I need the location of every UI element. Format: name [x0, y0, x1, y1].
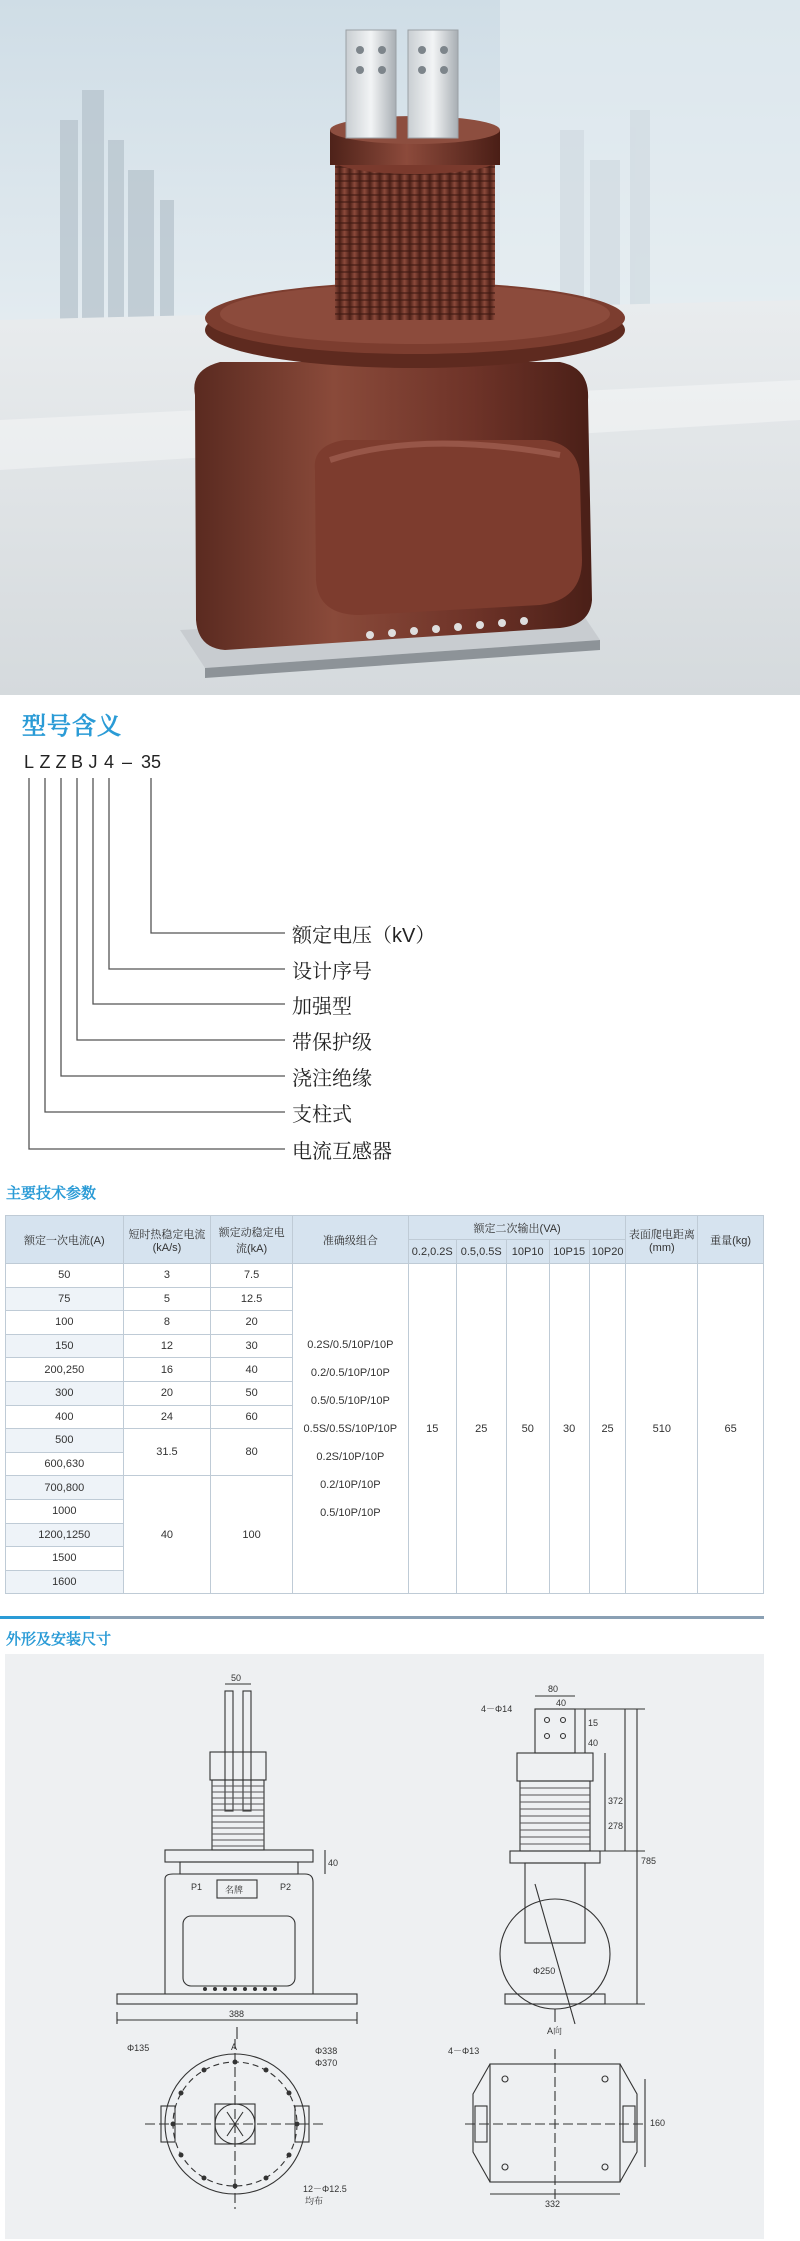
- dim-label-40: 40: [328, 1858, 339, 1868]
- cell-dynamic: 50: [211, 1381, 293, 1405]
- code-char-l: L: [23, 752, 34, 772]
- cell-current: 200,250: [6, 1358, 124, 1382]
- model-meaning-title: 型号含义: [22, 713, 122, 740]
- cell-dynamic: 100: [211, 1476, 293, 1594]
- dim-label-view-a-arrow: A向: [547, 2026, 563, 2036]
- cell-current: 1200,1250: [6, 1523, 124, 1547]
- dimension-title: 外形及安装尺寸: [6, 1631, 112, 1648]
- accuracy-item: 0.5/0.5/10P/10P: [310, 1394, 390, 1407]
- code-char-z1: Z: [39, 752, 51, 772]
- code-char-35: 35: [140, 752, 162, 772]
- meaning-post-type: 支柱式: [292, 1104, 352, 1126]
- accuracy-item: 0.2S/10P/10P: [316, 1450, 385, 1463]
- th-secondary-output: 额定二次输出(VA): [408, 1216, 626, 1240]
- code-char-4: 4: [103, 752, 114, 772]
- meaning-protection-class: 带保护级: [292, 1032, 372, 1054]
- meaning-cast-insulation: 浇注绝缘: [292, 1068, 372, 1090]
- dim-label-evenly: 均布: [305, 2196, 324, 2206]
- dim-label-holes12: 12－Φ12.5: [303, 2184, 347, 2194]
- cell-current: 400: [6, 1405, 124, 1429]
- cell-dynamic: 7.5: [211, 1264, 293, 1288]
- dim-label-hole4b: 4－Φ13: [448, 2046, 480, 2056]
- cell-thermal: 24: [123, 1405, 211, 1429]
- cell-current: 600,630: [6, 1452, 124, 1476]
- cell-dynamic: 30: [211, 1334, 293, 1358]
- code-char-dash: –: [121, 752, 132, 772]
- cell-current: 1000: [6, 1499, 124, 1523]
- th-creepage: 表面爬电距离(mm): [626, 1216, 698, 1264]
- th-out-10p10: 10P10: [506, 1240, 549, 1264]
- cell-out-10p20: 25: [589, 1264, 626, 1594]
- table-bottom-rule: [0, 1616, 764, 1619]
- dim-label-phi338: Φ338: [315, 2046, 338, 2056]
- cell-thermal: 16: [123, 1358, 211, 1382]
- cell-thermal: 20: [123, 1381, 211, 1405]
- th-out-10p15: 10P15: [549, 1240, 589, 1264]
- dim-label-785: 785: [641, 1856, 657, 1866]
- dim-label-40c: 40: [588, 1738, 599, 1748]
- cell-current: 75: [6, 1287, 124, 1311]
- th-thermal: 短时热稳定电流(kA/s): [123, 1216, 211, 1264]
- cell-current: 1500: [6, 1547, 124, 1571]
- dim-label-80: 80: [548, 1684, 559, 1694]
- cell-dynamic: 60: [211, 1405, 293, 1429]
- cell-current: 100: [6, 1311, 124, 1335]
- dim-label-15: 15: [588, 1718, 599, 1728]
- dim-label-372: 372: [608, 1796, 624, 1806]
- code-char-b: B: [70, 752, 83, 772]
- dim-label-phi250: Φ250: [533, 1966, 556, 1976]
- dim-label-50: 50: [231, 1673, 242, 1683]
- cell-thermal: 12: [123, 1334, 211, 1358]
- dim-label-phi370: Φ370: [315, 2058, 338, 2068]
- th-accuracy: 准确级组合: [292, 1216, 408, 1264]
- code-char-j: J: [88, 752, 98, 772]
- accuracy-item: 0.2/0.5/10P/10P: [310, 1366, 390, 1379]
- dim-label-388: 388: [229, 2009, 245, 2019]
- dimension-drawing: [5, 1654, 764, 2239]
- cell-current: 50: [6, 1264, 124, 1288]
- cell-weight: 65: [698, 1264, 764, 1594]
- accuracy-item: 0.5/10P/10P: [320, 1506, 381, 1519]
- dim-label-view-a: A: [231, 2042, 238, 2052]
- cell-thermal: 40: [123, 1476, 211, 1594]
- cell-dynamic: 80: [211, 1429, 293, 1476]
- accuracy-item: 0.2S/0.5/10P/10P: [307, 1338, 394, 1351]
- cell-current: 300: [6, 1381, 124, 1405]
- cell-current: 150: [6, 1334, 124, 1358]
- accuracy-item: 0.2/10P/10P: [320, 1478, 381, 1491]
- meaning-design-serial: 设计序号: [292, 961, 372, 983]
- dim-label-p2: P2: [280, 1882, 292, 1892]
- cell-current: 700,800: [6, 1476, 124, 1500]
- cell-dynamic: 40: [211, 1358, 293, 1382]
- th-out-02: 0.2,0.2S: [408, 1240, 456, 1264]
- cell-creepage: 510: [626, 1264, 698, 1594]
- cell-thermal: 3: [123, 1264, 211, 1288]
- code-char-z2: Z: [55, 752, 67, 772]
- spec-table: [5, 1215, 764, 1594]
- cell-dynamic: 12.5: [211, 1287, 293, 1311]
- dim-label-phi135: Φ135: [127, 2043, 150, 2053]
- cell-out-05: 25: [456, 1264, 506, 1594]
- cell-dynamic: 20: [211, 1311, 293, 1335]
- cell-thermal: 31.5: [123, 1429, 211, 1476]
- th-dynamic: 额定动稳定电流(kA): [211, 1216, 293, 1264]
- th-weight: 重量(kg): [698, 1216, 764, 1264]
- product-illustration: [0, 0, 800, 695]
- cell-out-10p10: 50: [506, 1264, 549, 1594]
- dim-label-p1: P1: [191, 1882, 203, 1892]
- meaning-rated-voltage: 额定电压（kV）: [292, 925, 436, 947]
- accuracy-item: 0.5S/0.5S/10P/10P: [303, 1422, 398, 1435]
- th-out-10p20: 10P20: [589, 1240, 626, 1264]
- meaning-current-transformer: 电流互感器: [292, 1141, 392, 1163]
- cell-accuracy-list: [292, 1264, 408, 1594]
- dim-label-nameplate: 名牌: [225, 1885, 244, 1895]
- spec-title: 主要技术参数: [6, 1185, 97, 1202]
- cell-thermal: 5: [123, 1287, 211, 1311]
- cell-out-02: 15: [408, 1264, 456, 1594]
- cell-out-10p15: 30: [549, 1264, 589, 1594]
- meaning-reinforced: 加强型: [292, 996, 352, 1018]
- dim-label-278: 278: [608, 1821, 624, 1831]
- th-rated-current: 额定一次电流(A): [6, 1216, 124, 1264]
- dim-label-332: 332: [545, 2199, 561, 2209]
- cell-current: 1600: [6, 1570, 124, 1594]
- product-photo: [0, 0, 800, 695]
- cell-current: 500: [6, 1429, 124, 1453]
- model-legend-lines: [0, 770, 300, 1160]
- dim-label-hole4: 4－Φ14: [481, 1704, 513, 1714]
- dimension-svg: [5, 1654, 764, 2239]
- dim-label-160: 160: [650, 2118, 666, 2128]
- th-out-05: 0.5,0.5S: [456, 1240, 506, 1264]
- dim-label-40b: 40: [556, 1698, 567, 1708]
- cell-thermal: 8: [123, 1311, 211, 1335]
